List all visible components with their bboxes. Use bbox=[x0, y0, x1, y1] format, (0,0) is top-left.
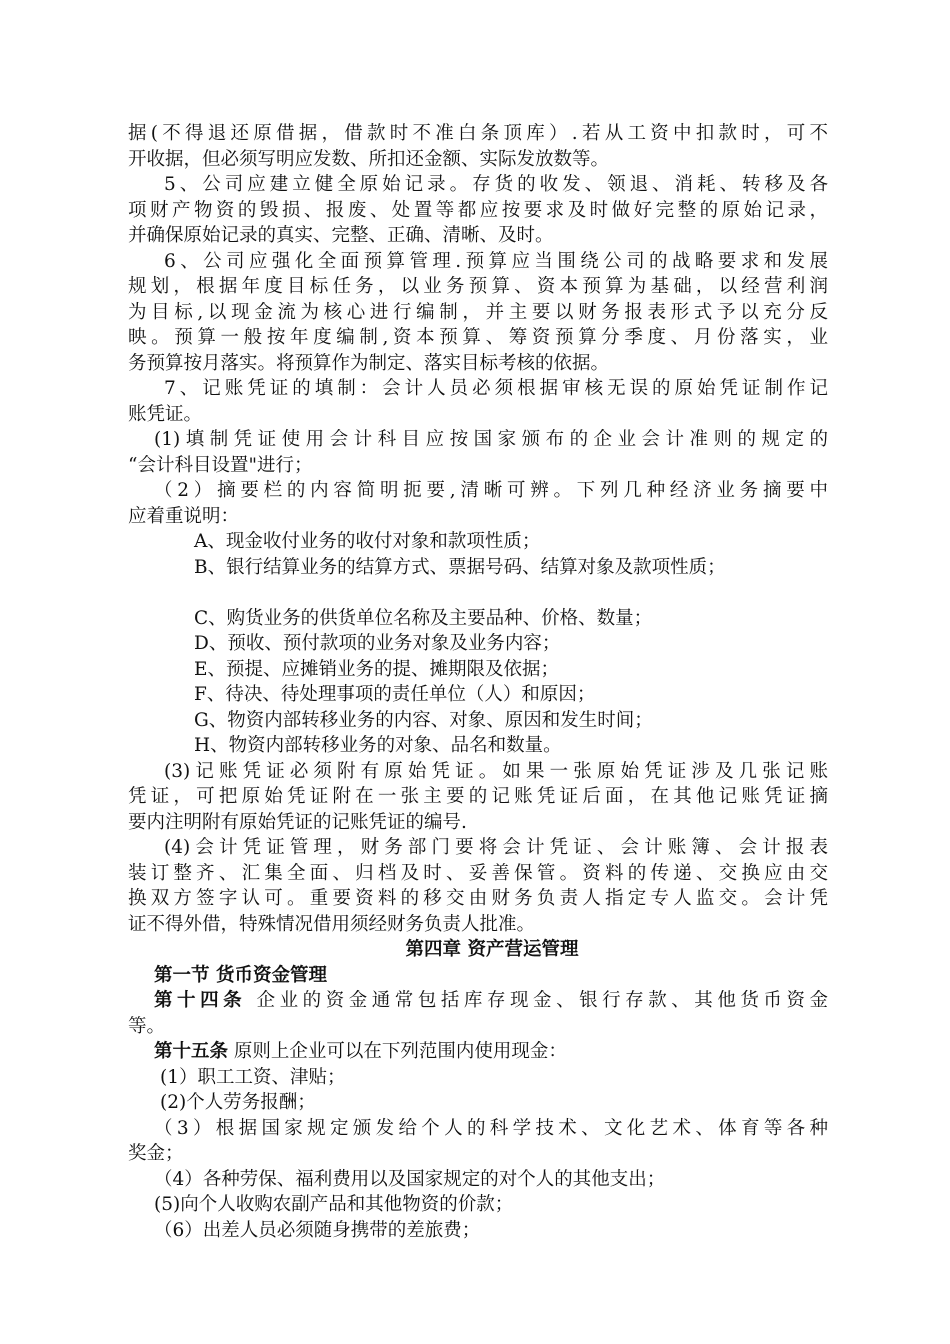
list-item: G、物资内部转移业务的内容、对象、原因和发生时间； bbox=[194, 709, 653, 731]
list-item: A、现金收付业务的收付对象和款项性质； bbox=[194, 531, 541, 552]
paragraph-line: 证不得外借，特殊情况借用须经财务负责人批准。 bbox=[128, 913, 536, 935]
paragraph-line: 项财产物资的毁损、报废、处置等都应按要求及时做好完整的原始记录， bbox=[128, 199, 828, 221]
list-item: (5)向个人收购农副产品和其他物资的价款； bbox=[154, 1194, 514, 1215]
paragraph-line: 等。 bbox=[128, 1015, 166, 1037]
list-item: C、购货业务的供货单位名称及主要品种、价格、数量； bbox=[194, 607, 653, 629]
chapter-title: 第四章 资产营运管理 bbox=[405, 939, 579, 960]
section-title: 第一节 货币资金管理 bbox=[154, 964, 327, 986]
article-15 bbox=[128, 1039, 828, 1065]
list-item: (1）职工工资、津贴； bbox=[160, 1066, 346, 1088]
paragraph-line: 6、公司应强化全面预算管理.预算应当围绕公司的战略要求和发展 bbox=[164, 250, 828, 272]
paragraph-line: 换双方签字认可。重要资料的移交由财务负责人指定专人监交。会计凭 bbox=[128, 888, 828, 909]
list-item: F、待决、待处理事项的责任单位（人）和原因； bbox=[194, 684, 596, 705]
article-14 bbox=[128, 988, 828, 1014]
paragraph-line: (1)填制凭证使用会计科目应按国家颁布的企业会计准则的规定的 bbox=[154, 429, 828, 450]
paragraph-line: 为目标,以现金流为核心进行编制，并主要以财务报表形式予以充分反 bbox=[128, 301, 828, 323]
paragraph-line: 奖金； bbox=[128, 1143, 184, 1164]
paragraph-line: 账凭证。 bbox=[128, 403, 203, 425]
paragraph-line: 应着重说明： bbox=[128, 505, 240, 527]
document-page bbox=[128, 121, 828, 1243]
article-text: 原则上企业可以在下列范围内使用现金： bbox=[228, 1041, 567, 1062]
paragraph-line: 并确保原始记录的真实、完整、正确、清晰、及时。 bbox=[128, 225, 554, 246]
list-item: （3）根据国家规定颁发给个人的科学技术、文化艺术、体育等各种 bbox=[154, 1117, 828, 1139]
paragraph-line: (4)会计凭证管理，财务部门要将会计凭证、会计账簿、会计报表 bbox=[164, 837, 828, 858]
paragraph-line: “会计科目设置"进行； bbox=[128, 454, 313, 476]
paragraph-line: 据(不得退还原借据，借款时不准白条顶库）.若从工资中扣款时，可不 bbox=[128, 123, 828, 144]
paragraph-line: 规划，根据年度目标任务，以业务预算、资本预算为基础，以经营利润 bbox=[128, 276, 828, 297]
paragraph-line: 务预算按月落实。将预算作为制定、落实目标考核的依据。 bbox=[128, 352, 610, 374]
paragraph-line: 7、记账凭证的填制：会计人员必须根据审核无误的原始凭证制作记 bbox=[164, 378, 828, 399]
list-item: （6）出差人员必须随身携带的差旅费； bbox=[154, 1219, 481, 1241]
list-item: （4）各种劳保、福利费用以及国家规定的对个人的其他支出； bbox=[154, 1168, 666, 1190]
paragraph-line: 凭证，可把原始凭证附在一张主要的记账凭证后面，在其他记账凭证摘 bbox=[128, 786, 828, 807]
paragraph-line: (3)记账凭证必须附有原始凭证。如果一张原始凭证涉及几张记账 bbox=[164, 760, 828, 782]
paragraph-line: （2）摘要栏的内容简明扼要,清晰可辨。下列几种经济业务摘要中 bbox=[154, 480, 828, 501]
list-item: (2)个人劳务报酬； bbox=[160, 1092, 316, 1113]
paragraph-line: 装订整齐、汇集全面、归档及时、妥善保管。资料的传递、交换应由交 bbox=[128, 862, 828, 884]
article-label: 第十五条 bbox=[154, 1041, 229, 1062]
list-item: H、物资内部转移业务的对象、品名和数量。 bbox=[194, 735, 562, 756]
article-text: 企业的资金通常包括库存现金、银行存款、其他货币资金 bbox=[246, 990, 828, 1011]
paragraph-line: 5、公司应建立健全原始记录。存货的收发、领退、消耗、转移及各 bbox=[164, 174, 828, 195]
list-item: B、银行结算业务的结算方式、票据号码、结算对象及款项性质； bbox=[194, 556, 726, 578]
paragraph-line: 要内注明附有原始凭证的记账凭证的编号. bbox=[128, 811, 467, 833]
article-label: 第十四条 bbox=[154, 990, 247, 1011]
list-item: D、预收、预付款项的业务对象及业务内容； bbox=[194, 633, 561, 654]
list-item: E、预提、应摊销业务的提、摊期限及依据； bbox=[194, 658, 560, 680]
blank-line bbox=[128, 580, 828, 606]
paragraph-line: 开收据，但必须写明应发数、所扣还金额、实际发放数等。 bbox=[128, 148, 610, 170]
paragraph-line: 映。预算一般按年度编制,资本预算、筹资预算分季度、月份落实，业 bbox=[128, 327, 828, 348]
